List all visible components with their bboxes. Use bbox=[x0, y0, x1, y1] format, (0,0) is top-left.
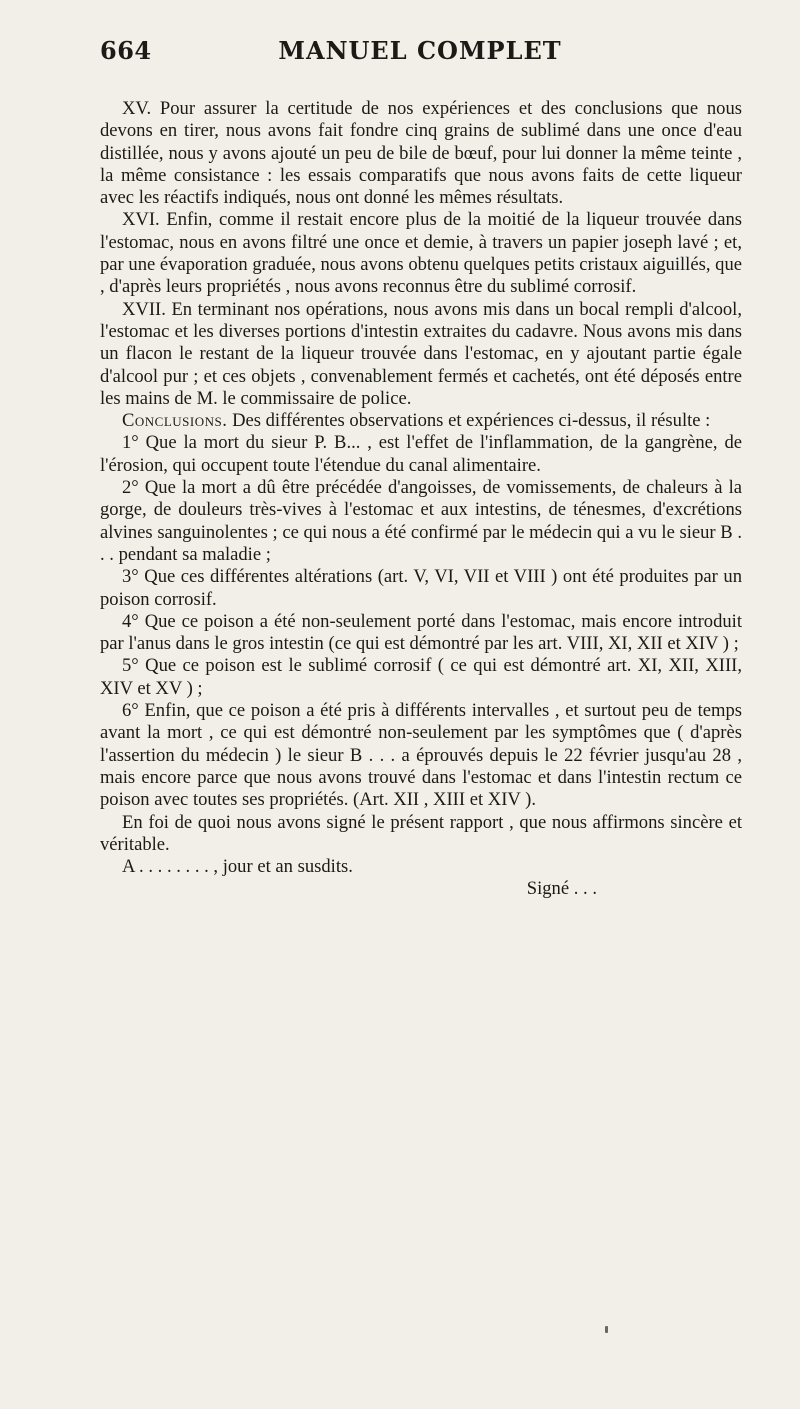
closing-place: A . . . . . . . . , jour et an susdits. bbox=[122, 856, 353, 878]
ink-speck bbox=[605, 1326, 608, 1333]
conclusion-item-3: 3° Que ces différentes altérations (art. V, VI, VII et VIII ) ont été produites par un poison corrosif. bbox=[100, 566, 742, 610]
signature: Signé . . . bbox=[526, 878, 597, 900]
body-text bbox=[100, 98, 742, 901]
conclusion-item-4: 4° Que ce poison a été non-seulement porté dans l'estomac, mais encore introduit par l'anus dans le gros intestin (ce qui est démontré par les art. VIII, XI, XII et XIV ) ; bbox=[100, 610, 742, 655]
conclusions-heading: Conclusions. bbox=[122, 410, 228, 432]
conclusion-item-6: 6° Enfin, que ce poison a été pris à différents intervalles , et surtout peu de temps avant la mort , ce qui est démontré non-seulement par les symptômes que ( d'après l'assertion du médecin ) le sieur B . . . a éprouvés depuis le 22 février jusqu'au 28 , mais encore parce que nous avons trouvé dans l'estomac et dans l'intestin rectum ce poison avec toutes ses propriétés. (Art. XII , XIII et XIV ). bbox=[100, 700, 742, 811]
paragraph-xv: XV. Pour assurer la certitude de nos expériences et des conclusions que nous devons en tirer, nous avons fait fondre cinq grains de sublimé dans une once d'eau distillée, nous y avons ajouté un peu de bile de bœuf, pour lui donner la même teinte , la même consistance : les essais comparatifs que nous avons faits de cette liqueur avec les réactifs indiqués, nous ont donné les mêmes résultats. bbox=[100, 98, 742, 209]
running-title: MANUEL COMPLET bbox=[278, 36, 562, 65]
running-head bbox=[100, 36, 740, 76]
paragraph-xvi: XVI. Enfin, comme il restait encore plus de la moitié de la liqueur trouvée dans l'estomac, nous en avons filtré une once et demie, à travers un papier joseph lavé ; et, par une évaporation graduée, nous avons obtenu quelques petits cristaux aiguillés, que , d'après leurs propriétés , nous avons reconnus être du sublimé corrosif. bbox=[100, 209, 742, 298]
page-number: 664 bbox=[100, 36, 152, 65]
conclusions-intro: Des différentes observations et expériences ci-dessus, il résulte : bbox=[232, 410, 711, 432]
conclusion-item-5: 5° Que ce poison est le sublimé corrosif ( ce qui est démontré art. XI, XII, XIII, XIV et XV ) ; bbox=[100, 655, 742, 699]
conclusions-paragraph bbox=[100, 410, 742, 432]
conclusion-item-1: 1° Que la mort du sieur P. B... , est l'effet de l'inflammation, de la gangrène, de l'érosion, qui occupent toute l'étendue du canal alimentaire. bbox=[100, 432, 742, 476]
closing-statement: En foi de quoi nous avons signé le présent rapport , que nous affirmons sincère et véritable. bbox=[100, 811, 742, 855]
conclusion-item-2: 2° Que la mort a dû être précédée d'angoisses, de vomissements, de chaleurs à la gorge, de douleurs très-vives à l'estomac et aux intestins, de ténesmes, d'excrétions alvines sanguinolentes ; ce qui nous a été confirmé par le médecin qui a vu le sieur B . . . pendant sa maladie ; bbox=[100, 477, 742, 565]
paragraph-xvii: XVII. En terminant nos opérations, nous avons mis dans un bocal rempli d'alcool, l'estomac et les diverses portions d'intestin extraites du cadavre. Nous avons mis dans un flacon le restant de la liqueur trouvée dans l'estomac, en y ajoutant partie égale d'alcool pur ; et ces objets , convenablement fermés et cachetés, ont été déposés entre les mains de M. le commissaire de police. bbox=[100, 298, 742, 409]
